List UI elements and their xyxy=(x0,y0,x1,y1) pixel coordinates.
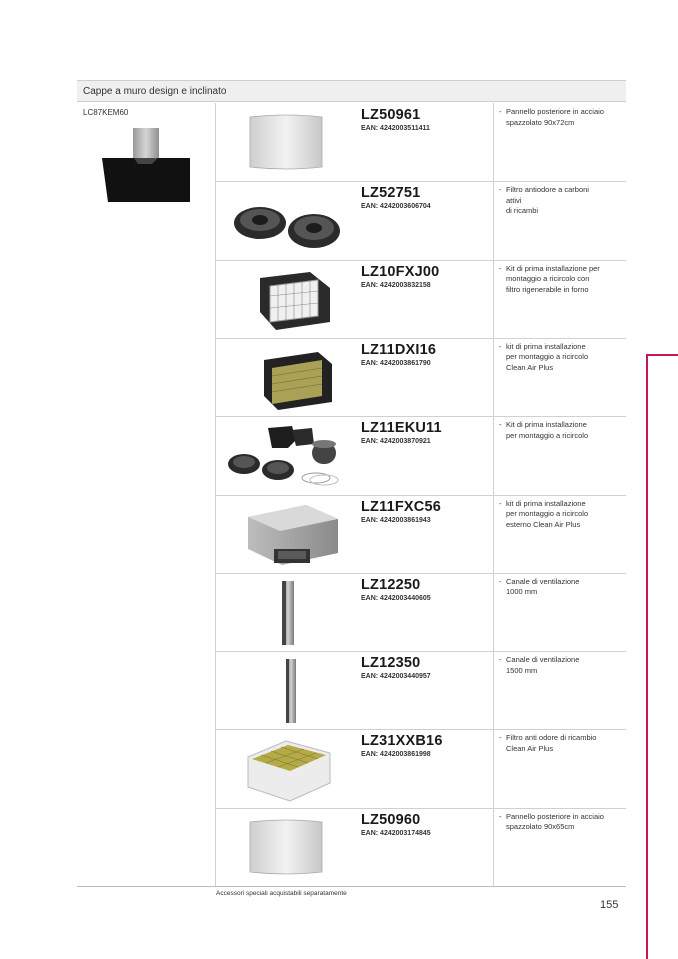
product-code: LZ31XXB16 xyxy=(361,733,443,750)
section-title: Cappe a muro design e inclinato xyxy=(83,86,227,97)
product-row xyxy=(216,573,626,651)
product-description: - Canale di ventilazione 1500 mm xyxy=(499,655,580,675)
product-ean: EAN: 4242003174845 xyxy=(361,829,431,837)
product-ean: EAN: 4242003440605 xyxy=(361,594,431,602)
product-image xyxy=(226,109,346,177)
product-row xyxy=(216,260,626,338)
product-image xyxy=(226,501,346,569)
product-ean: EAN: 4242003606704 xyxy=(361,203,431,211)
footnote: Accessori speciali acquistabili separatamente xyxy=(216,890,347,897)
product-image xyxy=(226,187,346,255)
product-row xyxy=(216,181,626,259)
product-ean: EAN: 4242003440957 xyxy=(361,673,431,681)
product-description: - Kit di prima installazione per montaggio a ricircolo xyxy=(499,420,589,440)
product-description: - Canale di ventilazione 1000 mm xyxy=(499,576,580,597)
section-header xyxy=(77,80,626,102)
product-image xyxy=(226,657,346,725)
product-image xyxy=(226,422,346,490)
product-ean: EAN: 4242003861790 xyxy=(361,359,431,367)
product-row xyxy=(216,338,626,416)
product-image xyxy=(226,579,346,647)
accent-rule xyxy=(646,354,648,959)
page-number: 155 xyxy=(600,899,619,911)
table-bottom-rule xyxy=(77,886,626,887)
product-description: - Filtro anti odore di ricambio Clean Air Plus xyxy=(499,733,597,753)
accent-rule xyxy=(646,354,678,356)
product-description: - Pannello posteriore in acciaio spazzolato 90x65cm xyxy=(499,811,604,832)
product-code: LZ52751 xyxy=(361,185,421,202)
product-row xyxy=(216,651,626,729)
product-description: - Kit di prima installazione per montaggio a ricircolo con filtro rigenerabile in forno xyxy=(499,263,600,294)
product-code: LZ11FXC56 xyxy=(361,498,441,515)
product-row xyxy=(216,729,626,807)
product-image xyxy=(226,735,346,803)
hood-image xyxy=(100,126,192,204)
product-ean: EAN: 4242003861998 xyxy=(361,751,431,759)
product-row xyxy=(216,808,626,886)
product-image xyxy=(226,344,346,412)
product-ean: EAN: 4242003832158 xyxy=(361,281,431,289)
product-image xyxy=(226,814,346,882)
product-ean: EAN: 4242003870921 xyxy=(361,438,431,446)
product-code: LZ12250 xyxy=(361,576,421,593)
product-row xyxy=(216,416,626,494)
product-code: LZ12350 xyxy=(361,655,421,672)
product-row xyxy=(216,495,626,573)
product-description: - Filtro antiodore a carboni attivi di ricambi xyxy=(499,185,589,216)
product-ean: EAN: 4242003861943 xyxy=(361,516,431,524)
product-ean: EAN: 4242003511411 xyxy=(361,125,430,132)
product-code: LZ11DXI16 xyxy=(361,341,437,358)
product-code: LZ10FXJ00 xyxy=(361,263,440,280)
product-description: - kit di prima installazione per montaggio a ricircolo Clean Air Plus xyxy=(499,341,589,372)
product-code: LZ50960 xyxy=(361,811,421,828)
product-description: - kit di prima installazione per montaggio a ricircolo esterno Clean Air Plus xyxy=(499,498,589,529)
product-image xyxy=(226,266,346,334)
product-code: LZ50961 xyxy=(361,107,421,123)
product-code: LZ11EKU11 xyxy=(361,420,442,437)
product-description: - Pannello posteriore in acciaio spazzolato 90x72cm xyxy=(499,107,604,127)
product-row xyxy=(216,103,626,181)
model-label: LC87KEM60 xyxy=(83,108,129,117)
